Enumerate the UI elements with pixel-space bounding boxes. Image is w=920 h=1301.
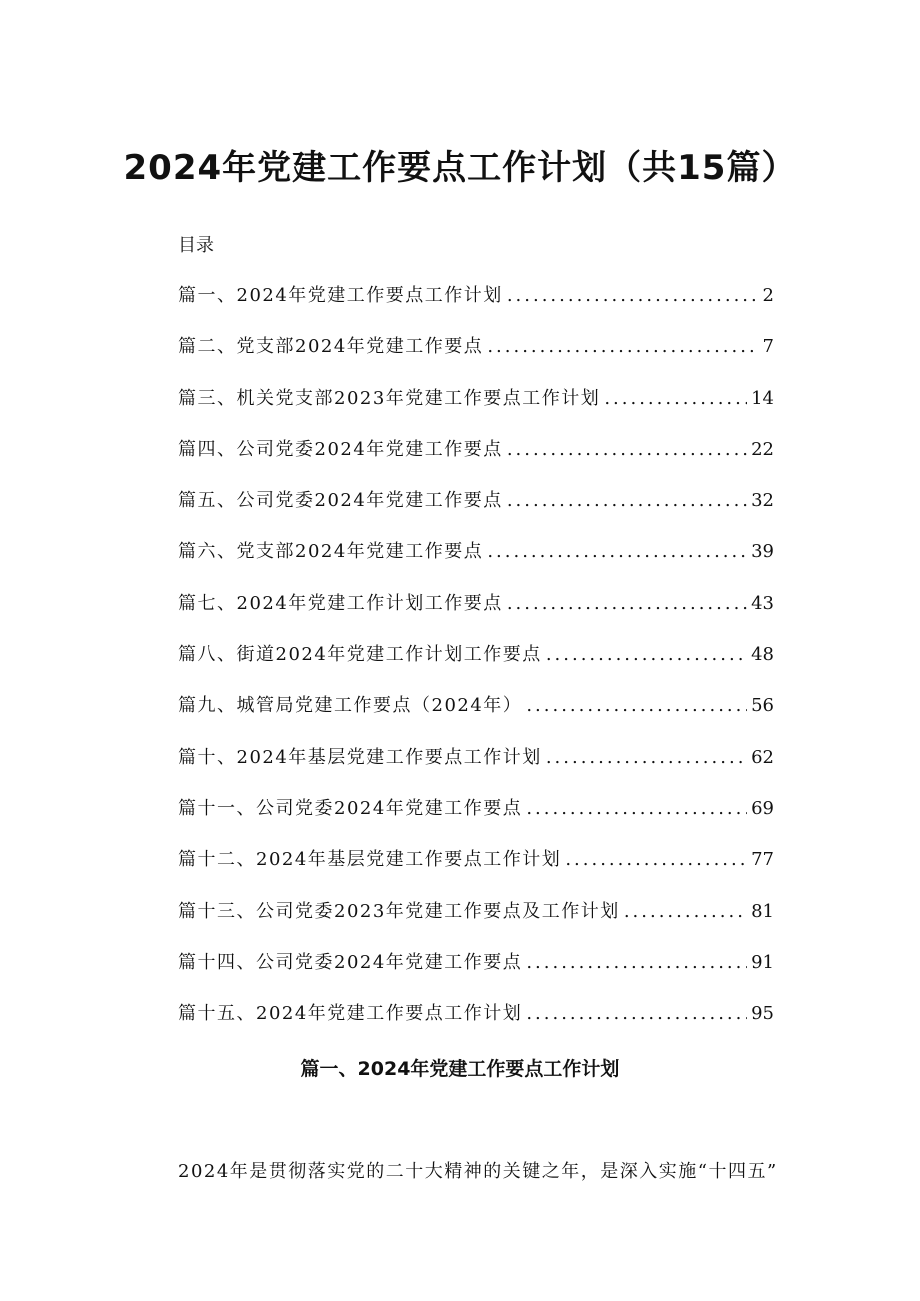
toc-entry-page-number: 95 xyxy=(751,1003,774,1025)
toc-dot-leader xyxy=(507,282,759,310)
toc-entry-title: 篇八、街道2024年党建工作计划工作要点 xyxy=(178,644,542,666)
toc-entry-page-number: 7 xyxy=(762,336,774,358)
toc-entry-page-number: 32 xyxy=(751,490,774,512)
document-title: 2024年党建工作要点工作计划（共15篇） xyxy=(123,148,797,188)
toc-dot-leader xyxy=(526,1000,747,1028)
table-of-contents xyxy=(178,282,774,1051)
toc-entry-page-number: 22 xyxy=(751,438,774,460)
toc-dot-leader xyxy=(526,795,747,823)
toc-entry-page-number: 81 xyxy=(751,900,774,922)
toc-entry-page-number: 43 xyxy=(751,592,774,614)
toc-entry-title: 篇五、公司党委2024年党建工作要点 xyxy=(178,490,503,512)
toc-entry-page-number: 48 xyxy=(751,644,774,666)
toc-entry[interactable] xyxy=(178,333,774,384)
toc-entry-title: 篇四、公司党委2024年党建工作要点 xyxy=(178,438,503,460)
toc-entry-title: 篇十二、2024年基层党建工作要点工作计划 xyxy=(178,849,562,871)
toc-entry-page-number: 62 xyxy=(751,746,774,768)
toc-dot-leader xyxy=(565,846,747,874)
body-paragraph: 2024年是贯彻落实党的二十大精神的关键之年，是深入实施“十四五” xyxy=(178,1161,778,1182)
toc-dot-leader xyxy=(487,333,758,361)
toc-dot-leader xyxy=(526,949,747,977)
toc-entry-page-number: 2 xyxy=(762,285,774,306)
toc-entry[interactable] xyxy=(178,846,774,897)
toc-entry-title: 篇十一、公司党委2024年党建工作要点 xyxy=(178,797,523,819)
toc-dot-leader xyxy=(507,436,747,464)
toc-entry-title: 篇十五、2024年党建工作要点工作计划 xyxy=(178,1003,523,1025)
toc-entry-page-number: 69 xyxy=(751,797,774,819)
toc-entry[interactable] xyxy=(178,590,774,641)
toc-entry[interactable] xyxy=(178,949,774,1000)
toc-label: 目录 xyxy=(178,235,214,256)
toc-dot-leader xyxy=(487,538,747,566)
toc-entry[interactable] xyxy=(178,795,774,846)
toc-entry-page-number: 14 xyxy=(751,387,774,409)
toc-entry-title: 篇六、党支部2024年党建工作要点 xyxy=(178,541,484,563)
toc-entry[interactable] xyxy=(178,898,774,949)
toc-entry-title: 篇十三、公司党委2023年党建工作要点及工作计划 xyxy=(178,900,620,922)
toc-entry[interactable] xyxy=(178,641,774,692)
toc-dot-leader xyxy=(546,641,747,669)
toc-entry-page-number: 56 xyxy=(751,695,774,717)
toc-dot-leader xyxy=(526,692,747,720)
toc-dot-leader xyxy=(507,487,747,515)
toc-dot-leader xyxy=(546,744,747,772)
toc-entry-title: 篇七、2024年党建工作计划工作要点 xyxy=(178,592,503,614)
toc-entry[interactable] xyxy=(178,538,774,589)
toc-entry-title: 篇三、机关党支部2023年党建工作要点工作计划 xyxy=(178,387,601,409)
toc-entry-page-number: 91 xyxy=(751,951,774,973)
toc-entry[interactable] xyxy=(178,1000,774,1051)
toc-entry[interactable] xyxy=(178,487,774,538)
toc-entry-title: 篇二、党支部2024年党建工作要点 xyxy=(178,336,484,358)
toc-dot-leader xyxy=(624,898,747,926)
toc-entry-title: 篇一、2024年党建工作要点工作计划 xyxy=(178,285,503,306)
toc-dot-leader xyxy=(604,385,747,413)
toc-entry[interactable] xyxy=(178,744,774,795)
toc-entry-title: 篇九、城管局党建工作要点（2024年） xyxy=(178,695,523,717)
toc-entry[interactable] xyxy=(178,385,774,436)
toc-entry[interactable] xyxy=(178,436,774,487)
toc-entry[interactable] xyxy=(178,692,774,743)
toc-entry-title: 篇十四、公司党委2024年党建工作要点 xyxy=(178,951,523,973)
toc-entry-title: 篇十、2024年基层党建工作要点工作计划 xyxy=(178,746,542,768)
section-heading: 篇一、2024年党建工作要点工作计划 xyxy=(300,1058,620,1080)
toc-entry-page-number: 39 xyxy=(751,541,774,563)
toc-entry[interactable] xyxy=(178,282,774,333)
toc-entry-page-number: 77 xyxy=(751,849,774,871)
toc-dot-leader xyxy=(507,590,747,618)
